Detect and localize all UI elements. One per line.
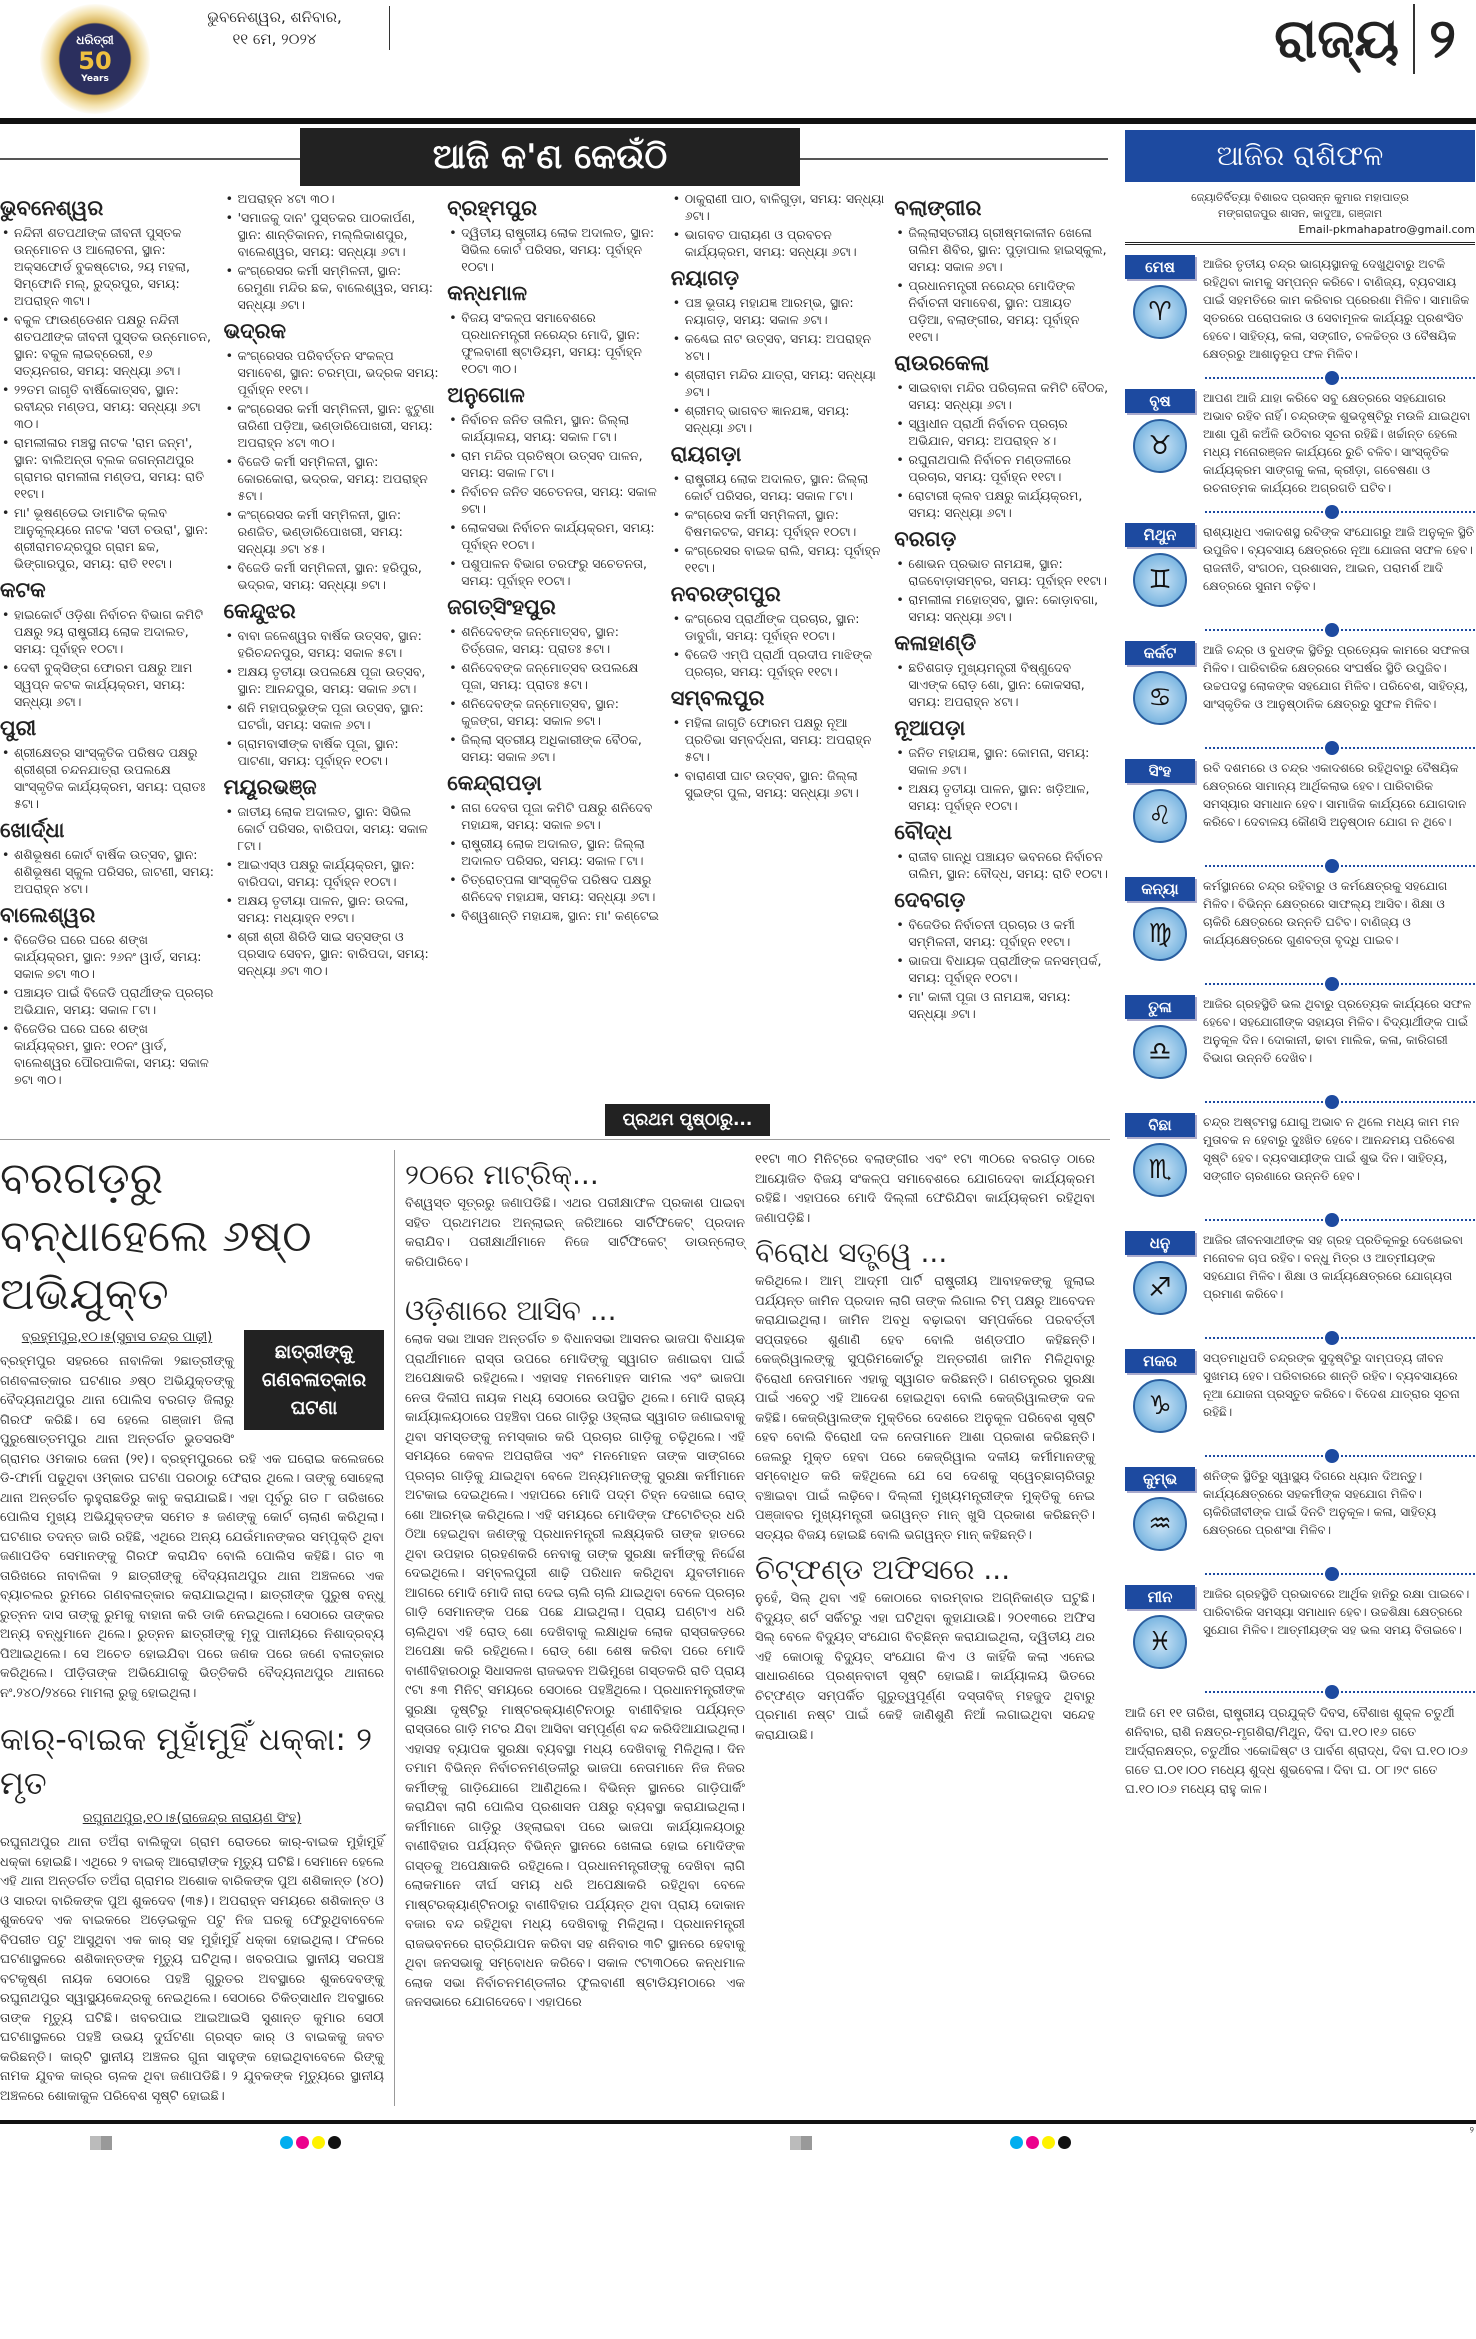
event-item: • ପଞ୍ଚାୟତ ପାଇଁ ବିଜେଡି ପ୍ରାର୍ଥୀଙ୍କ ପ୍ରଚାର ଅଭିଯାନ, ସମୟ: ସକାଳ ୮ଟା। — [0, 984, 216, 1018]
story2-body: ରଘୁନାଥପୁର ଥାନା ତଅଁରା ବାଲିକୁଦା ଗ୍ରାମ ରୋଡରେ କାର୍-ବାଇକ ମୁହାଁମୁହିଁ ଧକ୍କା ହୋଇଛି। ଏଥିରେ ୨ ବାଇକ୍ ଆରୋହୀଙ୍କ ମୃତ୍ୟୁ ଘଟିଛି। ସେମାନେ ହେଲେ ଏହି ଥାନା ଅନ୍ତର୍ଗତ ତଅଁରା ଗ୍ରାମର ଅଶୋକ ବାରିକଙ୍କ ପୁଅ ଶଶିକାନ୍ତ (୪୦) ଓ ସାରଦା ବାରିକଙ୍କ ପୁଅ ଶୁକଦେବ (୩୫)। ଅପରାହ୍ନ ସମୟରେ ଶଶିକାନ୍ତ ଓ ଶୁକଦେବ ଏକ ବାଇକରେ ଅଡ଼େଇକୁଳ ପଟୁ ନିଜ ଘରକୁ ଫେରୁଥିବାବେଳେ ବିପରୀତ ପଟୁ ଆସୁଥିବା ଏକ କାର୍ ସହ ମୁହାଁମୁହିଁ ଧକ୍କା ହୋଇଥିଲା। ଫଳରେ ଘଟଣାସ୍ଥଳରେ ଶଶିକାନ୍ତଙ୍କ ମୃତ୍ୟୁ ଘଟିଥିଲା। ଖବରପାଇ ସ୍ଥାନୀୟ ସରପଞ୍ଚ ବଟକୃଷ୍ଣ ନାୟକ ସେଠାରେ ପହଞ୍ଚି ଗୁରୁତର ଅବସ୍ଥାରେ ଶୁକଦେବଙ୍କୁ ରଘୁନାଥପୁର ସ୍ୱାସ୍ଥ୍ୟକେନ୍ଦ୍ରକୁ ନେଇଥିଲେ। ସେଠାରେ ଚିକିତ୍ସାଧୀନ ଅବସ୍ଥାରେ ତାଙ୍କ ମୃତ୍ୟୁ ଘଟିଛି। ଖବରପାଇ ଆଇଆଇସି ସୁଶାନ୍ତ କୁମାର ସେଠୀ ଘଟଣାସ୍ଥଳରେ ପହଞ୍ଚି ଉଭୟ ଦୁର୍ଘଟଣା ଗ୍ରସ୍ତ କାର୍ ଓ ବାଇକକୁ ଜବତ କରିଛନ୍ତି। କାର୍‌ଟି ସ୍ଥାନୀୟ ଅଞ୍ଚଳର ଗୁନା ସାହୁଙ୍କ ହୋଇଥିବାବେଳେ ରିଙ୍କୁ ନାମକ ଯୁବକ କାର୍‌ର ଚାଳକ ଥିବା ଜଣାପଡିଛି। ୨ ଯୁବକଙ୍କ ମୃତ୍ୟୁରେ ସ୍ଥାନୀୟ ଅଞ୍ଚଳରେ ଶୋକାକୁଳ ପରିବେଶ ସୃଷ୍ଟି ହୋଇଛି। — [0, 1835, 384, 2104]
gray-swatch — [790, 2136, 812, 2150]
events-column — [671, 190, 887, 803]
event-item: • ଶ୍ରୀ ଶ୍ରୀ ଶିରିଡି ସାଇ ସତ୍ସଙ୍ଗ ଓ ପ୍ରସାଦ ସେବନ, ସ୍ଥାନ: ବାରିପଦା, ସମୟ: ସନ୍ଧ୍ୟା ୬ଟା ୩୦। — [224, 928, 440, 979]
event-list — [447, 799, 663, 924]
event-item: • କଂଗ୍ରେସର କର୍ମୀ ସମ୍ମିଳନୀ, ସ୍ଥାନ: ରେମୁଣା ମନ୍ଦିର ଛକ, ବାଲେଶ୍ୱର, ସମୟ: ସନ୍ଧ୍ୟା ୬ଟା। — [224, 262, 440, 313]
event-item: • ରୋଟାରୀ କ୍ଲବ ପକ୍ଷରୁ କାର୍ଯ୍ୟକ୍ରମ, ସମୟ: ସନ୍ଧ୍ୟା ୬ଟା। — [894, 487, 1110, 521]
sign-prediction: ସପ୍ତମାଧିପତି ଚନ୍ଦ୍ରଙ୍କ ସୁଦୃଷ୍ଟିରୁ ଦାମ୍ପତ୍ୟ ଜୀବନ ସୁଖମୟ ହେବ। ପରିବାରରେ ଶାନ୍ତି ରହିବ। ବ୍ୟବସାୟରେ ନୂଆ ଯୋଜନା ପ୍ରସ୍ତୁତ କରିବେ। ବିଦେଶ ଯାତ୍ରାର ସୂଚନା ରହିଛି। — [1203, 1351, 1460, 1419]
page-content — [0, 190, 1476, 2106]
color-registration — [280, 2136, 341, 2149]
event-item: • ପଶୁପାଳନ ବିଭାଗ ତରଫରୁ ସଚେତନତା, ସମୟ: ପୂର୍ବାହ୍ନ ୧୦ଟା। — [447, 555, 663, 589]
archer-icon: ♐ — [1133, 1261, 1187, 1315]
page-footer — [0, 2120, 1476, 2160]
color-dot — [296, 2136, 309, 2149]
event-item: • ଶନିଦେବଙ୍କ ଜନ୍ମୋତ୍ସବ, ସ୍ଥାନ: ତିର୍ତ୍ତୋଳ, ସମୟ: ପ୍ରାତଃ ୫ଟା। — [447, 623, 663, 657]
event-list — [447, 411, 663, 589]
divider — [1205, 511, 1475, 513]
story1-kicker-box — [244, 1330, 384, 1430]
event-item: • ବାରାଣସୀ ଘାଟ ଉତ୍ସବ, ସ୍ଥାନ: ଜିଲ୍ଲା ସୁଇଙ୍ଗ ପୁଲ, ସମୟ: ସନ୍ଧ୍ୟା ୬ଟା। — [671, 767, 887, 801]
color-dot — [1010, 2136, 1023, 2149]
city-heading: ବରଗଡ଼ — [894, 527, 957, 551]
goat-icon: ♑ — [1133, 1379, 1187, 1433]
event-item: • ବିଜେଡିର ନିର୍ବାଚନୀ ପ୍ରଚାର ଓ କର୍ମୀ ସମ୍ମିଳନୀ, ସମୟ: ପୂର୍ବାହ୍ନ ୧୧ଟା। — [894, 916, 1110, 950]
event-item: • 'ସମାଜକୁ ଦାନ' ପୁସ୍ତକର ପାଠକାର୍ପଣ, ସ୍ଥାନ: ଶାନ୍ତିକାନନ, ମଲ୍ଲିକାଶପୁର, ବାଲେଶ୍ୱର, ସମୟ: ସନ୍ଧ୍ୟା ୬ଟା। — [224, 209, 440, 260]
event-list — [0, 846, 216, 897]
event-item: • କଂଗ୍ରେସର କର୍ମୀ ସମ୍ମିଳନୀ, ସ୍ଥାନ: ଝୁଟୁଣା ତାରିଣୀ ପଡ଼ିଆ, ଭଣ୍ଡାରିପୋଖରୀ, ସମୟ: ଅପରାହ୍ନ ୪ଟା ୩୦। — [224, 400, 440, 451]
horoscope-fish — [1125, 1585, 1475, 1683]
newspaper-logo — [40, 4, 150, 114]
protest-head: ବିରୋଧ ସତ୍ତ୍ୱେ ... — [755, 1236, 948, 1269]
sign-name: ତୁଳା — [1125, 995, 1195, 1019]
city-heading: ରାଉରକେଲା — [894, 351, 990, 375]
sign-prediction: ଚନ୍ଦ୍ର ଅଷ୍ଟମସ୍ଥ ଯୋଗୁ ଅଭାବ ନ ଥିଲେ ମଧ୍ୟ କାମ ମନ ମୁତାବକ ନ ହେବାରୁ ଦୁଃଖିତ ହେବେ। ଆନନ୍ଦମୟ ପରିବେଶ ସୃଷ୍ଟି ହେବ। ବ୍ୟବସାୟୀଙ୍କ ପାଇଁ ଶୁଭ ଦିନ। ସାହିତ୍ୟ, ସଙ୍ଗୀତ ଚାରଣାରେ ଉନ୍ନତି ହେବ। — [1203, 1115, 1460, 1183]
event-list — [894, 744, 1110, 814]
dateline-place-day: ଭୁବନେଶ୍ୱର, ଶନିବାର, — [207, 8, 342, 26]
event-list — [0, 606, 216, 710]
event-item: • ସ୍ୱାଧୀନ ପ୍ରାର୍ଥୀ ନିର୍ବାଚନ ପ୍ରଚାର ଅଭିଯାନ, ସମୟ: ଅପରାହ୍ନ ୪। — [894, 415, 1110, 449]
event-item: • ପ୍ରଧାନମନ୍ତ୍ରୀ ନରେନ୍ଦ୍ର ମୋଦିଙ୍କ ନିର୍ବାଚନୀ ସମାବେଶ, ସ୍ଥାନ: ପଞ୍ଚାୟତ ପଡ଼ିଆ, ବଲାଙ୍ଗୀର, ସମୟ: ପୂର୍ବାହ୍ନ ୧୧ଟା। — [894, 277, 1110, 345]
horoscope-bull — [1125, 389, 1475, 503]
event-item: • ଆଇଏସ୍‌ଓ ପକ୍ଷରୁ କାର୍ଯ୍ୟକ୍ରମ, ସ୍ଥାନ: ବାରିପଦା, ସମୟ: ପୂର୍ବାହ୍ନ ୧୦ଟା। — [224, 856, 440, 890]
city-heading: ଜଗତ୍‌ସିଂହପୁର — [447, 595, 556, 619]
event-item: • ଲୋକସଭା ନିର୍ବାଚନ କାର୍ଯ୍ୟକ୍ରମ, ସମୟ: ପୂର୍ବାହ୍ନ ୧୦ଟା। — [447, 519, 663, 553]
event-item: • ଜାତୀୟ ଲୋକ ଅଦାଲତ, ସ୍ଥାନ: ସିଭିଲ କୋର୍ଟ ପରିସର, ବାରିପଦା, ସମୟ: ସକାଳ ୮ଟା। — [224, 803, 440, 854]
event-item: • ବିଶ୍ୱଶାନ୍ତି ମହାଯଜ୍ଞ, ସ୍ଥାନ: ମା' କଣ୍ଟେଇ — [447, 907, 663, 924]
matric-body: ବିଶ୍ୱସ୍ତ ସୂତ୍ରରୁ ଜଣାପଡିଛି। ଏଥର ପରୀକ୍ଷାଫଳ ପ୍ରକାଶ ପାଇବା ସହିତ ପ୍ରଥମଥର ଅନ୍‌ଲାଇନ୍ ଜରିଆରେ ସାର୍ଟିଫିକେଟ୍ ପ୍ରଦାନ କରାଯିବ। ପରୀକ୍ଷାର୍ଥୀମାନେ ନିଜେ ସାର୍ଟିଫିକେଟ୍ ଡାଉନ୍‌ଲୋଡ୍ କରିପାରିବେ। — [405, 1196, 745, 1270]
section-name: ରାଜ୍ୟ — [1274, 7, 1400, 70]
kicker-line: ଗଣବଳାତ୍କାର — [261, 1369, 367, 1391]
color-dot — [1042, 2136, 1055, 2149]
event-item: • ଶଶିଭୂଷଣ କୋର୍ଟ ବାର୍ଷିକ ଉତ୍ସବ, ସ୍ଥାନ: ଶଶିଭୂଷଣ ସ୍କୁଲ ପରିସର, ଜାଟଣୀ, ସମୟ: ଅପରାହ୍ନ ୪ଟା। — [0, 846, 216, 897]
event-item: • ଦ୍ୱିତୀୟ ରାଷ୍ଟ୍ରୀୟ ଲୋକ ଅଦାଲତ, ସ୍ଥାନ: ସିଭିଲ କୋର୍ଟ ପରିସର, ସମୟ: ପୂର୍ବାହ୍ନ ୧୦ଟା। — [447, 224, 663, 275]
event-item: • ବିଜେଡିର ଘରେ ଘରେ ଶଙ୍ଖ କାର୍ଯ୍ୟକ୍ରମ, ସ୍ଥାନ: ୧୦ନଂ ୱାର୍ଡ, ବାଲେଶ୍ୱର ପୌରପାଳିକା, ସମୟ: ସକାଳ ୭ଟା ୩୦। — [0, 1020, 216, 1088]
event-item: • ବାବା ଜଳେଶ୍ୱର ବାର୍ଷିକ ଉତ୍ସବ, ସ୍ଥାନ: ହରିଚନ୍ଦନପୁର, ସମୟ: ସକାଳ ୫ଟା। — [224, 627, 440, 661]
divider — [1205, 865, 1475, 867]
event-item: • ଶନିଦେବଙ୍କ ଜନ୍ମୋତ୍ସବ, ସ୍ଥାନ: କୁଜଙ୍ଗ, ସମୟ: ସକାଳ ୭ଟା। — [447, 695, 663, 729]
city-heading: ବୌଦ୍ଧ — [894, 820, 953, 844]
event-item: • ଗ୍ରାମବାସୀଙ୍କ ବାର୍ଷିକ ପୂଜା, ସ୍ଥାନ: ପାଟଣା, ସମୟ: ପୂର୍ବାହ୍ନ ୧୦ଟା। — [224, 735, 440, 769]
event-item: • ବିଜୟ ସଂକଳ୍ପ ସମାବେଶରେ ପ୍ରଧାନମନ୍ତ୍ରୀ ନରେନ୍ଦ୍ର ମୋଦି, ସ୍ଥାନ: ଫୁଲବାଣୀ ଷ୍ଟାଡିୟମ, ସମୟ: ପୂର୍ବାହ୍ନ ୧୦ଟା ୩୦। — [447, 309, 663, 377]
divider — [1205, 1573, 1475, 1575]
event-list — [894, 848, 1110, 882]
horoscope-sidebar — [1125, 190, 1475, 1798]
sign-name: କନ୍ୟା — [1125, 877, 1195, 901]
sign-name: ବୃଷ — [1125, 389, 1195, 413]
city-heading: ବାଲେଶ୍ୱର — [0, 903, 96, 927]
event-item: • ଶ୍ରୀକ୍ଷେତ୍ର ସାଂସ୍କୃତିକ ପରିଷଦ ପକ୍ଷରୁ ଶ୍ରୀଶ୍ରୀ ଚନ୍ଦନଯାତ୍ରା ଉପଲକ୍ଷେ ସାଂସ୍କୃତିକ କାର୍ଯ୍ୟକ୍ରମ, ସମୟ: ପ୍ରାତଃ ୫ଟା। — [0, 744, 216, 812]
event-item: • ଜନିତ ମହାଯଜ୍ଞ, ସ୍ଥାନ: କୋମନା, ସମୟ: ସକାଳ ୬ଟା। — [894, 744, 1110, 778]
event-item: • କଣ୍ଢେଇ ନାଟ ଉତ୍ସବ, ସମୟ: ଅପରାହ୍ନ ୪ଟା। — [671, 330, 887, 364]
city-heading: ଭୁବନେଶ୍ୱର — [0, 196, 104, 220]
sign-name: ଧନୁ — [1125, 1231, 1195, 1255]
divider — [1205, 1337, 1475, 1339]
color-dot — [1026, 2136, 1039, 2149]
bottom-rule — [0, 2120, 1476, 2124]
odisha-body: ଲୋକ ସଭା ଆସନ ଅନ୍ତର୍ଗତ ୭ ବିଧାନସଭା ଆସନର ଭାଜପା ବିଧାୟକ ପ୍ରାର୍ଥୀମାନେ ରାସ୍ତା ଉପରେ ମୋଦିଙ୍କୁ ସ୍ୱାଗତ ଜଣାଇବା ପାଇଁ ଅପେକ୍ଷାକରି ରହିଥିଲେ। ଏହାସହ ମନମୋହନ ସାମଲ ଏବଂ ଭାଜପା ନେତା ଦିଲୀପ ନାୟକ ମଧ୍ୟ ସେଠାରେ ଉପସ୍ଥିତ ଥିଲେ। ମୋଦି ରାଜ୍ୟ କାର୍ଯ୍ୟାଳୟଠାରେ ପହଞ୍ଚିବା ପରେ ଗାଡ଼ିରୁ ଓହ୍ଲାଇ ସ୍ୱାଗତ ଜଣାଇବାକୁ ଥିବା ସମସ୍ତଙ୍କୁ ନମସ୍କାର କରି ପ୍ରଚାର ଗାଡ଼ିକୁ ଚଢ଼ିଥିଲେ। ଏହି ସମୟରେ କେବଳ ଅପରାଜିତା ଏବଂ ମନମୋହନ ତାଙ୍କ ସାଙ୍ଗରେ ପ୍ରଚାର ଗାଡ଼ିକୁ ଯାଇଥିବା ବେଳେ ଅନ୍ୟମାନଙ୍କୁ ସୁରକ୍ଷା କର୍ମୀମାନେ ଅଟକାଇ ଦେଇଥିଲେ। ଏହାପରେ ମୋଦି ପଦ୍ମ ଚିହ୍ନ ଦେଖାଇ ରୋଡ୍ ଶୋ ଆରମ୍ଭ କରିଥିଲେ। ଏହି ସମୟରେ ମୋଦିଙ୍କ ଫଟୋଚିତ୍ର ଧରି ଠିଆ ହେଇଥିବା ଜଣଙ୍କୁ ପ୍ରଧାନମନ୍ତ୍ରୀ ଲକ୍ଷ୍ୟକରି ତାଙ୍କ ହାତରେ ଥିବା ଉପହାର ଗ୍ରହଣକରି ନେବାକୁ ତାଙ୍କ ସୁରକ୍ଷା କର୍ମୀଙ୍କୁ ନିର୍ଦ୍ଦେଶ ଦେଇଥିଲେ। ସମ୍ବଲପୁରୀ ଶାଢ଼ି ପରିଧାନ କରିଥିବା ଯୁବତୀମାନେ ଆଗରେ ମୋଦି ମୋଦି ନାରା ଦେଇ ଚାଲି ଚାଲି ଯାଇଥିବା ବେଳେ ପ୍ରଚାର ଗାଡ଼ି ସେମାନଙ୍କ ପଛେ ପଛେ ଯାଇଥିଲା। ପ୍ରାୟ ଘଣ୍ଟାଏ ଧରି ଚାଲିଥିବା ଏହି ରୋଡ୍ ଶୋ ଦେଖିବାକୁ ଲକ୍ଷାଧିକ ଲୋକ ରାସ୍ତାକଡ଼ରେ ଅପେକ୍ଷା କରି ରହିଥିଲେ। ରୋଡ୍ ଶୋ ଶେଷ କରିବା ପରେ ମୋଦି ବାଣୀବିହାରଠାରୁ ସିଧାସଳଖ ରାଜଭବନ ଅଭିମୁଖେ ଗସ୍ତକରି ରାତି ପ୍ରାୟ ୯ଟା ୫୩ ମିନିଟ୍ ସମୟରେ ସେଠାରେ ପହଞ୍ଚିଥିଲେ। ପ୍ରଧାନମନ୍ତ୍ରୀଙ୍କ ସୁରକ୍ଷା ଦୃଷ୍ଟିରୁ ମାଷ୍ଟରକ୍ୟାଣ୍ଟିନଠାରୁ ବାଣୀବିହାର ପର୍ଯ୍ୟନ୍ତ ରାସ୍ତାରେ ଗାଡ଼ି ମଟର ଯିବା ଆସିବା ସମ୍ପୂର୍ଣ୍ଣ ବନ୍ଦ କରିଦିଆଯାଇଥିଲା। ଏହାସହ ବ୍ୟାପକ ସୁରକ୍ଷା ବ୍ୟବସ୍ଥା ମଧ୍ୟ ଦେଖିବାକୁ ମିଳିଥିଲା। ଦିନ ତମାମ ବିଭିନ୍ନ ନିର୍ବାଚନମଣ୍ଡଳୀରୁ ଭାଜପା ନେତାମାନେ ନିଜ ନିଜର କର୍ମୀଙ୍କୁ ଗାଡ଼ିଯୋଗେ ଆଣିଥିଲେ। ବିଭିନ୍ନ ସ୍ଥାନରେ ଗାଡ଼ିପାର୍କିଂ କରାଯିବା ଲାଗି ପୋଲିସ ପ୍ରଶାସନ ପକ୍ଷରୁ ବ୍ୟବସ୍ଥା କରାଯାଇଥିଲା। କର୍ମୀମାନେ ଗାଡ଼ିରୁ ଓହ୍ଲାଇବା ପରେ ଭାଜପା କାର୍ଯ୍ୟାଳୟଠାରୁ ବାଣୀବିହାର ପର୍ଯ୍ୟନ୍ତ ବିଭିନ୍ନ ସ୍ଥାନରେ ଖେଳାଇ ହୋଇ ମୋଦିଙ୍କ ଗସ୍ତକୁ ଅପେକ୍ଷାକରି ରହିଥିଲେ। ପ୍ରଧାନମନ୍ତ୍ରୀଙ୍କୁ ଦେଖିବା ଲାଗି ଲୋକମାନେ ଦୀର୍ଘ ସମୟ ଧରି ଅପେକ୍ଷାକରି ରହିଥିବା ବେଳେ ମାଷ୍ଟରକ୍ୟାଣ୍ଟିନଠାରୁ ବାଣୀବିହାର ପର୍ଯ୍ୟନ୍ତ ଥିବା ପ୍ରାୟ ଦୋକାନ ବଜାର ବନ୍ଦ ରହିଥିବା ମଧ୍ୟ ଦେଖିବାକୁ ମିଳିଥିଲା। ପ୍ରଧାନମନ୍ତ୍ରୀ ରାଜଭବନରେ ରାତ୍ରିଯାପନ କରିବା ସହ ଶନିବାର ୩ଟି ସ୍ଥାନରେ ହେବାକୁ ଥିବା ଜନସଭାକୁ ସମ୍ବୋଧନ କରିବେ। ସକାଳ ୯ଟା୩୦ରେ କନ୍ଧମାଳ ଲୋକ ସଭା ନିର୍ବାଚନମଣ୍ଡଳୀର ଫୁଲବାଣୀ ଷ୍ଟାଡିୟମଠାରେ ଏକ ଜନସଭାରେ ଯୋଗଦେବେ। ଏହାପରେ — [405, 1332, 745, 2010]
horoscope-twins — [1125, 523, 1475, 621]
event-item: • କଂଗ୍ରେସ କର୍ମୀ ସମ୍ମିଳନୀ, ସ୍ଥାନ: ବିଷମକଟକ, ସମୟ: ପୂର୍ବାହ୍ନ ୧୦ଟା। — [671, 506, 887, 540]
event-list — [894, 555, 1110, 625]
color-dot — [1058, 2136, 1071, 2149]
author-email: Email-pkmahapatro@gmail.com — [1298, 223, 1475, 236]
sign-name: କୁମ୍ଭ — [1125, 1467, 1195, 1491]
event-item: • ମା' ଭୂଷଣ୍ଡେଇ ଡାମାଟିକ କ୍ଲବ ଆନୁକୂଲ୍ୟରେ ନାଟକ 'ସତୀ ଚଉରା', ସ୍ଥାନ: ଶ୍ରୀରାମଚନ୍ଦ୍ରପୁର ଗ୍ରାମ ଛକ, ଭିଙ୍ଗାରପୁର, ସମୟ: ରାତି ୧୧ଟା। — [0, 504, 216, 572]
logo-years: 50 — [78, 47, 112, 75]
protest-body: କରିଥିଲେ। ଆମ୍ ଆଦ୍‌ମୀ ପାର୍ଟି ରାଷ୍ଟ୍ରୀୟ ଆବାହକଙ୍କୁ ଜୁଲାଇ ପର୍ଯ୍ୟନ୍ତ ଜାମିନ ପ୍ରଦାନ ଲାଗି ତାଙ୍କ ଲିଗାଲ ଟିମ୍ ପକ୍ଷରୁ ଆବେଦନ କରାଯାଇଥିଲା। ଜାମିନ ଅବଧି ବଢ଼ାଇବା ସମ୍ପର୍କରେ ପରବର୍ତ୍ତୀ ସପ୍ତାହରେ ଶୁଣାଣି ହେବ ବୋଲି ଖଣ୍ଡପୀଠ କହିଛନ୍ତି। କେଜ୍‌ରିୱାଲଙ୍କୁ ସୁପ୍ରିମକୋର୍ଟରୁ ଅନ୍ତରୀଣ ଜାମିନ ମିଳିଥିବାରୁ ବିରୋଧୀ ନେତାମାନେ ଏହାକୁ ସ୍ୱାଗତ କରିଛନ୍ତି। ଗଣତନ୍ତ୍ରର ସୁରକ୍ଷା ପାଇଁ ଏବେଠୁ ଏହି ଆଦେଶ ହୋଇଥିବା ବୋଲି କେଜ୍‌ରିୱାଲଙ୍କ ଦଳ କହିଛି। କେଜ୍‌ରିୱାଲଙ୍କ ମୁକ୍ତିରେ ଦେଶରେ ଅନୁକୂଳ ପରିବେଶ ସୃଷ୍ଟି ହେବ ବୋଲି ବିରୋଧୀ ଦଳ ନେତାମାନେ ଆଶା ପ୍ରକାଶ କରିଛନ୍ତି। ଜେଲରୁ ମୁକ୍ତ ହେବା ପରେ କେଜ୍‌ରିୱାଲ ଦଳୀୟ କର୍ମୀମାନଙ୍କୁ ସମ୍ବୋଧିତ କରି କହିଥିଲେ ଯେ ସେ ଦେଶକୁ ସ୍ୱେଚ୍ଛାଚାରିତାରୁ ବଞ୍ଚାଇବା ପାଇଁ ଲଢ଼ିବେ। ଦିଲ୍ଲୀ ମୁଖ୍ୟମନ୍ତ୍ରୀଙ୍କ ମୁକ୍ତିକୁ ନେଇ ପଞ୍ଜାବର ମୁଖ୍ୟମନ୍ତ୍ରୀ ଭଗୱନ୍ତ ମାନ୍ ଖୁସି ପ୍ରକାଶ କରିଛନ୍ତି। ସତ୍ୟର ବିଜୟ ହୋଇଛି ବୋଲି ଭଗୱନ୍ତ ମାନ୍ କହିଛନ୍ତି। — [755, 1274, 1095, 1543]
horoscope-archer — [1125, 1231, 1475, 1329]
event-item: • ମା' କାଳୀ ପୂଜା ଓ ନାମଯଜ୍ଞ, ସମୟ: ସନ୍ଧ୍ୟା ୬ଟା। — [894, 988, 1110, 1022]
odisha-head: ଓଡ଼ିଶାରେ ଆସିବ ... — [405, 1294, 617, 1327]
event-item: • ଶୋଭନ ପ୍ରଭାତ ନାମଯଜ୍ଞ, ସ୍ଥାନ: ରାଜବୋଡ଼ାସମ୍ବର, ସମୟ: ପୂର୍ବାହ୍ନ ୧୧ଟା। — [894, 555, 1110, 589]
event-item: • ଛତିଶଗଡ଼ ମୁଖ୍ୟମନ୍ତ୍ରୀ ବିଷ୍ଣୁଦେବ ସାଏଙ୍କ ରୋଡ଼ ଶୋ, ସ୍ଥାନ: କୋକସରା, ସମୟ: ଅପରାହ୍ନ ୪ଟା। — [894, 659, 1110, 710]
sign-name: ମିଥୁନ — [1125, 523, 1195, 547]
event-item: • ଭାଜପା ବିଧାୟକ ପ୍ରାର୍ଥୀଙ୍କ ଜନସମ୍ପର୍କ, ସମୟ: ପୂର୍ବାହ୍ନ ୧୦ଟା। — [894, 952, 1110, 986]
event-item: • ରାମଲୀଳାର ମଞ୍ଚସ୍ଥ ନାଟକ 'ରାମ ଜନ୍ମ', ସ୍ଥାନ: ବାଲିଅନ୍ତା ବ୍ଲକ ଜଗନ୍ନାଥପୁର ଗ୍ରାମର ରାମଲୀଳା ମଣ୍ଡପ, ସମୟ: ରାତି ୧୧ଟା। — [0, 434, 216, 502]
event-item: • ମହିଳା ଜାଗୃତି ଫୋରମ ପକ୍ଷରୁ ନୂଆ ପ୍ରତିଭା ସମ୍ବର୍ଦ୍ଧନା, ସମୟ: ଅପରାହ୍ନ ୫ଟା। — [671, 714, 887, 765]
event-list — [224, 627, 440, 769]
sign-prediction: ଆଜିର ଗ୍ରହସ୍ଥିତି ପ୍ରଭାବରେ ଆର୍ଥିକ ହାନିରୁ ରକ୍ଷା ପାଇବେ। ପାରିବାରିକ ସମସ୍ୟା ସମାଧାନ ହେବ। ଉଚ୍ଚଶିକ୍ଷା କ୍ଷେତ୍ରରେ ସୁଯୋଗ ମିଳିବ। ଆତ୍ମୀୟଙ୍କ ସହ ଭଲ ସମୟ ବିତାଇବେ। — [1203, 1587, 1470, 1637]
event-list — [671, 470, 887, 576]
event-item: • ପଞ୍ଚ ଭୂତାୟ ମହାଯଜ୍ଞ ଆରମ୍ଭ, ସ୍ଥାନ: ନୟାଗଡ଼, ସମୟ: ସକାଳ ୬ଟା। — [671, 294, 887, 328]
bull-icon: ♉ — [1133, 419, 1187, 473]
event-item: • ରାଷ୍ଟ୍ରୀୟ ଲୋକ ଅଦାଲତ, ସ୍ଥାନ: ଜିଲ୍ଲା କୋର୍ଟ ପରିସର, ସମୟ: ସକାଳ ୮ଟା। — [671, 470, 887, 504]
sign-prediction: ଆପଣ ଆଜି ଯାହା କରିବେ ସବୁ କ୍ଷେତ୍ରରେ ସହଯୋଗର ଅଭାବ ରହିବ ନାହିଁ। ଚନ୍ଦ୍ରଙ୍କ ଶୁଭଦୃଷ୍ଟିରୁ ମଉଳି ଯାଇଥିବା ଆଶା ପୁଣି କଅଁଳି ଉଠିବାର ସୂଚନା ରହିଛି। ଖର୍ଚ୍ଚାନ୍ତ ହେଲେ ମଧ୍ୟ ମନୋରଞ୍ଜନ କାର୍ଯ୍ୟରେ ରୁଚି ବଳିବ। ସାଂସ୍କୃତିକ କାର୍ଯ୍ୟକ୍ରମ ସାଙ୍ଗକୁ କଳା, କ୍ରୀଡ଼ା, ଗବେଷଣା ଓ ରଚନାତ୍ମକ କାର୍ଯ୍ୟରେ ଅଗ୍ରଗତି ଘଟିବ। — [1203, 391, 1471, 495]
event-item: • ନିର୍ବାଚନ ଜନିତ ତାଲିମ, ସ୍ଥାନ: ଜିଲ୍ଲା କାର୍ଯ୍ୟାଳୟ, ସମୟ: ସକାଳ ୮ଟା। — [447, 411, 663, 445]
event-item: • ବିଜେଡି କର୍ମୀ ସମ୍ମିଳନୀ, ସ୍ଥାନ: ହରିପୁର, ଭଦ୍ରକ, ସମୟ: ସନ୍ଧ୍ୟା ୭ଟା। — [224, 559, 440, 593]
city-heading: ଦେବଗଡ଼ — [894, 888, 966, 912]
event-item: • ଜିଲ୍ଲା ସ୍ତରୀୟ ଅଧିକାରୀଙ୍କ ବୈଠକ, ସମୟ: ସକାଳ ୬ଟା। — [447, 731, 663, 765]
event-item: • ରାଜୀବ ଗାନ୍ଧି ପଞ୍ଚାୟତ ଭବନରେ ନିର୍ବାଚନ ତାଲିମ, ସ୍ଥାନ: ବୌଦ୍ଧ, ସମୟ: ରାତି ୧୦ଟା। — [894, 848, 1110, 882]
city-heading: ନୂଆପଡ଼ା — [894, 716, 966, 740]
event-item: • ବିଜେଡିର ଘରେ ଘରେ ଶଙ୍ଖ କାର୍ଯ୍ୟକ୍ରମ, ସ୍ଥାନ: ୨୬ନଂ ୱାର୍ଡ, ସମୟ: ସକାଳ ୭ଟା ୩୦। — [0, 931, 216, 982]
water-bearer-icon: ♒ — [1133, 1497, 1187, 1551]
event-list — [224, 347, 440, 593]
city-heading: କେନ୍ଦ୍ରାପଡ଼ା — [447, 771, 542, 795]
events-column — [0, 190, 216, 1090]
city-heading: ଖୋର୍ଦ୍ଧା — [0, 818, 65, 842]
divider — [1205, 1219, 1475, 1221]
city-heading: କଟକ — [0, 578, 46, 602]
event-item: • ୨୨ତମ ଜାଗୃତି ବାର୍ଷିକୋତ୍ସବ, ସ୍ଥାନ: ରବୀନ୍ଦ୍ର ମଣ୍ଡପ, ସମୟ: ସନ୍ଧ୍ୟା ୬ଟା ୩୦। — [0, 381, 216, 432]
event-item: • ନିର୍ବାଚନ ଜନିତ ସଚେତନତା, ସମୟ: ସକାଳ ୭ଟା। — [447, 483, 663, 517]
event-item: • ରାମ ମନ୍ଦିର ପ୍ରତିଷ୍ଠା ଉତ୍ସବ ପାଳନ, ସମୟ: ସକାଳ ୮ଟା। — [447, 447, 663, 481]
event-item: • ଚିତ୍ରୋତ୍ପଳା ସାଂସ୍କୃତିକ ପରିଷଦ ପକ୍ଷରୁ ଶନିଦେବ ମହାଯଜ୍ଞ, ସମୟ: ସନ୍ଧ୍ୟା ୬ଟା। — [447, 871, 663, 905]
sign-name: ବିଛା — [1125, 1113, 1195, 1137]
events-column — [224, 190, 440, 981]
event-list — [0, 931, 216, 1088]
horoscope-scales — [1125, 995, 1475, 1093]
crab-icon: ♋ — [1133, 671, 1187, 725]
dateline — [160, 6, 390, 50]
color-dot — [328, 2136, 341, 2149]
city-heading: ନବରଙ୍ଗପୁର — [670, 582, 781, 606]
event-item: • ବିଜେଡି କର୍ମୀ ସମ୍ମିଳନୀ, ସ୍ଥାନ: କୋରକୋରା, ଭଦ୍ରକ, ସମୟ: ଅପରାହ୍ନ ୫ଟା। — [224, 453, 440, 504]
city-heading: ନୟାଗଡ଼ — [670, 266, 740, 290]
scales-icon: ♎ — [1133, 1025, 1187, 1079]
author-address: ମଙ୍ଗରାଜପୁର ଶାସନ, କାଦୁଆ, ଗଞ୍ଜାମ — [1217, 207, 1383, 220]
horoscope-ram — [1125, 255, 1475, 369]
horoscope-lion — [1125, 759, 1475, 857]
event-item: • କଂଗ୍ରେସର କର୍ମୀ ସମ୍ମିଳନୀ, ସ୍ଥାନ: ରଣଜିତ, ଭଣ୍ଡାରିପୋଖରୀ, ସମୟ: ସନ୍ଧ୍ୟା ୬ଟା ୪୫। — [224, 506, 440, 557]
event-item: • ଶ୍ରୀମଦ୍ ଭାଗବତ ଜ୍ଞାନଯଜ୍ଞ, ସମୟ: ସନ୍ଧ୍ୟା ୬ଟା। — [671, 402, 887, 436]
ram-icon: ♈ — [1133, 285, 1187, 339]
continued-stories-middle — [405, 1150, 745, 2013]
event-list — [671, 714, 887, 801]
sign-prediction: ରବି ଦଶମରେ ଓ ଚନ୍ଦ୍ର ଏକାଦଶରେ ରହିଥିବାରୁ ବୈଷୟିକ କ୍ଷେତ୍ରରେ ସାମାନ୍ୟ ଆର୍ଥିକଲାଭ ହେବ। ପାରିବାରିକ ସମସ୍ୟାର ସମାଧାନ ହେବ। ସାମାଜିକ କାର୍ଯ୍ୟରେ ଯୋଗଦାନ କରିବେ। ଦେବାଳୟ କୌଣସି ଅନୁଷ୍ଠାନ ଯୋଗ ନ ଥିବେ। — [1203, 761, 1467, 829]
city-heading: ବଲାଙ୍ଗୀର — [894, 196, 982, 220]
sign-name: ମକର — [1125, 1349, 1195, 1373]
sign-name: ମେଷ — [1125, 255, 1195, 279]
city-heading: କଳାହାଣ୍ଡି — [894, 631, 977, 655]
event-item: • ଅକ୍ଷୟ ତୃତୀୟା ଉପଲକ୍ଷେ ପୂଜା ଉତ୍ସବ, ସ୍ଥାନ: ଆନନ୍ଦପୁର, ସମୟ: ସକାଳ ୬ଟା। — [224, 663, 440, 697]
sign-prediction: ଶନିଙ୍କ ସ୍ଥିତିରୁ ସ୍ୱାସ୍ଥ୍ୟ ଦିଗରେ ଧ୍ୟାନ ଦିଅନ୍ତୁ। କାର୍ଯ୍ୟକ୍ଷେତ୍ରରେ ସହକର୍ମୀଙ୍କ ସହଯୋଗ ମିଳିବ। ଚାକିରିଜୀବୀଙ୍କ ପାଇଁ ଦିନଟି ଅନୁକୂଳ। କଳା, ସାହିତ୍ୟ କ୍ଷେତ୍ରରେ ପ୍ରଶଂସା ମିଳିବ। — [1203, 1469, 1437, 1537]
event-list — [671, 190, 887, 260]
first-page-badge: ପ୍ରଥମ ପୃଷ୍ଠାରୁ... — [605, 1104, 770, 1136]
sign-prediction: ଆଜିର ଗ୍ରହସ୍ଥିତି ଭଲ ଥିବାରୁ ପ୍ରତ୍ୟେକ କାର୍ଯ୍ୟରେ ସଫଳ ହେବେ। ସହଯୋଗୀଙ୍କ ସହାୟତା ମିଳିବ। ବିଦ୍ୟାର୍ଥୀଙ୍କ ପାଇଁ ଅନୁକୂଳ ଦିନ। ଦୋକାନୀ, ଢାବା ମାଲିକ, କଳା, କାରିଗରୀ ବିଭାଗ ଉନ୍ନତି ଦେଖିବ। — [1203, 997, 1472, 1065]
event-item: • ଶନି ମହାପ୍ରଭୁଙ୍କ ପୂଜା ଉତ୍ସବ, ସ୍ଥାନ: ଘଟଗାଁ, ସମୟ: ସକାଳ ୬ଟା। — [224, 699, 440, 733]
city-heading: ରାୟଗଡ଼ା — [670, 442, 742, 466]
story2-headline: କାର୍-ବାଇକ ମୁହାଁମୁହିଁ ଧକ୍କା: ୨ ମୃତ — [0, 1720, 373, 1802]
city-heading: ବ୍ରହ୍ମପୁର — [447, 196, 538, 220]
page-number: ୨ — [1413, 4, 1456, 74]
event-item: • କଂଗ୍ରେସର ପରିବର୍ତ୍ତନ ସଂକଳ୍ପ ସମାବେଶ, ସ୍ଥାନ: ଚରମ୍ପା, ଭଦ୍ରକ ସମୟ: ପୂର୍ବାହ୍ନ ୧୧ଟା। — [224, 347, 440, 398]
events-column — [447, 190, 663, 926]
event-list — [0, 224, 216, 572]
event-item: • ଭାଗବତ ପାରାୟଣ ଓ ପ୍ରବଚନ କାର୍ଯ୍ୟକ୍ରମ, ସମୟ: ସନ୍ଧ୍ୟା ୬ଟା। — [671, 226, 887, 260]
city-heading: ସମ୍ବଲପୁର — [670, 686, 765, 710]
event-item: • ରାଷ୍ଟ୍ରୀୟ ଲୋକ ଅଦାଲତ, ସ୍ଥାନ: ଜିଲ୍ଲା ଅଦାଲତ ପରିସର, ସମୟ: ସକାଳ ୮ଟା। — [447, 835, 663, 869]
event-list — [894, 916, 1110, 1022]
sign-prediction: ଆଜିର ତୃତୀୟ ଚନ୍ଦ୍ର ଭାଗ୍ୟସ୍ଥାନକୁ ଦେଖୁଥିବାରୁ ଅଟକି ରହିଥିବା କାମକୁ ସମ୍ପନ୍ନ କରିବେ। ବାଣିଜ୍ୟ, ବ୍ୟବସାୟ ପାଇଁ ସହମତିରେ କାମ କରିବାର ପ୍ରେରଣା ମିଳିବ। ସାମାଜିକ ସ୍ତରରେ ପରୋପକାର ଓ ସେବାମୂଳକ କାର୍ଯ୍ୟରୁ ପ୍ରଶଂସିତ ହେବେ। ସାହିତ୍ୟ, କଳା, ସଙ୍ଗୀତ, ଚଳଚ୍ଚିତ୍ର ଓ ବୈଷୟିକ କ୍ଷେତ୍ରରୁ ଆଶାନୁରୂପ ଫଳ ମିଳିବ। — [1203, 257, 1470, 361]
lion-icon: ♌ — [1133, 789, 1187, 843]
city-heading: ପୁରୀ — [0, 716, 37, 740]
divider — [1205, 1455, 1475, 1457]
event-list — [224, 190, 440, 313]
event-item: • ସାଇବାବା ମନ୍ଦିର ପରିଚାଳନା କମିଟି ବୈଠକ, ସମୟ: ସନ୍ଧ୍ୟା ୬ଟା। — [894, 379, 1110, 413]
event-item: • ଦେବୀ ବୁକ୍ସିଙ୍ଗ ଫୋରମ ପକ୍ଷରୁ ଆମ ସ୍ୱପ୍ନ କଟକ କାର୍ଯ୍ୟକ୍ରମ, ସମୟ: ସନ୍ଧ୍ୟା ୬ଟା। — [0, 659, 216, 710]
horoscope-goat — [1125, 1349, 1475, 1447]
event-list — [894, 379, 1110, 521]
event-list — [447, 224, 663, 275]
maiden-icon: ♍ — [1133, 907, 1187, 961]
event-item: • ରଘୁନାଥପାଲି ନିର୍ବାଚନ ମଣ୍ଡଳୀରେ ପ୍ରଚାର, ସମୟ: ପୂର୍ବାହ୍ନ ୧୧ଟା। — [894, 451, 1110, 485]
event-item: • କଂଗ୍ରେସର ବାଇକ ରାଲି, ସମୟ: ପୂର୍ବାହ୍ନ ୧୧ଟା। — [671, 542, 887, 576]
top-rule — [0, 118, 1476, 124]
sign-name: ସିଂହ — [1125, 759, 1195, 783]
section-rule — [0, 1100, 1110, 1140]
chitfund-head: ଚିଟ୍‌ଫଣ୍ଡ ଅଫିସରେ ... — [755, 1553, 1011, 1586]
sign-prediction: ରାଶ୍ୟାଧିପ ଏକାଦଶସ୍ଥ ରବିଙ୍କ ସଂଯୋଗରୁ ଆଜି ଅନୁକୂଳ ସ୍ଥିତି ଉପୁଜିବ। ବ୍ୟବସାୟ କ୍ଷେତ୍ରରେ ନୂଆ ଯୋଜନା ସଫଳ ହେବ। ରାଜନୀତି, ସଂଗଠନ, ପ୍ରଶାସନ, ଆଇନ, ପରାମର୍ଶ ଆଦି କ୍ଷେତ୍ରରେ ସୁନାମ ବଢ଼ିବ। — [1203, 525, 1475, 593]
event-list — [224, 803, 440, 979]
divider — [1205, 747, 1475, 749]
event-item: • କଂଗ୍ରେସ ପ୍ରାର୍ଥୀଙ୍କ ପ୍ରଚାର, ସ୍ଥାନ: ଡାବୁଗାଁ, ସମୟ: ପୂର୍ବାହ୍ନ ୧୦ଟା। — [671, 610, 887, 644]
events-listing — [0, 190, 1110, 1090]
kicker-line: ଛାତ୍ରୀଙ୍କୁ — [274, 1341, 354, 1363]
divider — [1205, 1101, 1475, 1103]
event-list — [447, 309, 663, 377]
main-area — [0, 190, 1110, 2106]
lower-stories — [0, 1150, 1110, 2106]
dateline-date: ୧୧ ମେ, ୨୦୨୪ — [232, 30, 317, 48]
story1-body: ବ୍ରହ୍ମପୁର ସହରରେ ନାବାଳିକା ୨ଛାତ୍ରୀଙ୍କୁ ଗଣବଳାତ୍କାର ଘଟଣାର ୬ଷ୍ଠ ଅଭିଯୁକ୍ତଙ୍କୁ ବୈଦ୍ୟନାଥପୁର ଥାନା ପୋଲିସ ବରଗଡ଼ ଜିଲାରୁ ଗିରଫ କରିଛି। ସେ ହେଲେ ଗଞ୍ଜାମ ଜିଲା ପୁରୁଷୋତ୍ତମପୁର ଥାନା ଅନ୍ତର୍ଗତ ଭୁତସରସିଂ ଗ୍ରାମର ଓମକାର ଜେନା (୨୧)। ବ୍ରହ୍ମପୁରରେ ରହି ଏକ ଘରୋଇ କଲେଜରେ ଡି-ଫାର୍ମା ପଢୁଥିବା ଓମ୍‌କାର ଘଟଣା ପରଠାରୁ ଫେରାର ଥିଲେ। ତାଙ୍କୁ ସୋହେଲା ଥାନା ଅନ୍ତର୍ଗତ ଲୁହୁରାଛଡିରୁ କାବୁ କରାଯାଇଛି। ଏହା ପୂର୍ବରୁ ଗତ ୮ ତାରିଖରେ ପୋଲିସ ମୁଖ୍ୟ ଅଭିଯୁକ୍ତଙ୍କ ସମେତ ୫ ଜଣଙ୍କୁ କୋର୍ଟ ଚାଲାଣ କରିଥିଲା। ଘଟଣାର ତଦନ୍ତ ଜାରି ରହିଛି, ଏଥିରେ ଅନ୍ୟ ଯେଉଁମାନଙ୍କର ସମ୍ପୃକ୍ତି ଥିବା ଜଣାପଡିବ ସେମାନଙ୍କୁ ଗିରଫ କରାଯିବ ବୋଲି ପୋଲିସ କହିଛି। ଗତ ୩ ତାରିଖରେ ନାବାଳିକା ୨ ଛାତ୍ରୀଙ୍କୁ ବୈଦ୍ୟନାଥପୁର ଥାନା ଅଞ୍ଚଳରେ ଏକ ବ୍ୟାଚଲର ରୁମରେ ଗଣବଳାତ୍କାର କରାଯାଇଥିଲା। ଛାତ୍ରୀଙ୍କ ପୁରୁଷ ବନ୍ଧୁ ରୁତ୍ନନ ଦାସ ତାଙ୍କୁ ରୁମକୁ ବାହାନା କରି ଡାକି ନେଇଥିଲେ। ସେଠାରେ ତାଙ୍କର ଅନ୍ୟ ବନ୍ଧୁମାନେ ଥିଲେ। ରୁତ୍ନନ ଛାତ୍ରୀଙ୍କୁ ମୃଦୁ ପାନୀୟରେ ନିଶାଦ୍ରବ୍ୟ ପିଆଇଥିଲେ। ସେ ଅଚେତ ହୋଇଯିବା ପରେ ଜଣକ ପରେ ଜଣେ ବଳାତ୍କାର କରିଥିଲେ। ପୀଡ଼ିତାଙ୍କ ଅଭିଯୋଗକୁ ଭିତ୍ତିକରି ବୈଦ୍ୟନାଥପୁର ଥାନାରେ ନଂ.୨୪୦/୨୪ରେ ମାମଲା ରୁଜୁ ହୋଇଥିଲା। — [0, 1354, 384, 1701]
horoscope-list — [1125, 255, 1475, 1693]
event-item: • ଅକ୍ଷୟ ତୃତୀୟା ପାଳନ, ସ୍ଥାନ: ଉଦଳା, ସମୟ: ମଧ୍ୟାହ୍ନ ୧୨ଟା। — [224, 892, 440, 926]
event-list — [894, 224, 1110, 345]
city-heading: କନ୍ଧମାଳ — [447, 281, 528, 305]
left-stories — [0, 1150, 395, 2106]
event-list — [671, 294, 887, 436]
sign-name: କର୍କଟ — [1125, 641, 1195, 665]
event-list — [0, 744, 216, 812]
color-dot — [312, 2136, 325, 2149]
story1-byline: ବ୍ରହ୍ମପୁର,୧୦।୫(ସୁବାସ ଚନ୍ଦ୍ର ପାଢ଼ୀ) — [21, 1330, 213, 1345]
event-item: • ଅପରାହ୍ନ ୪ଟା ୩୦। — [224, 190, 440, 207]
panjika: ଆଜି ମେ ୧୧ ତାରିଖ, ରାଷ୍ଟ୍ରୀୟ ପ୍ରଯୁକ୍ତି ଦିବସ, ବୈଶାଖ ଶୁକ୍ଳ ଚତୁର୍ଥୀ ଶନିବାର, ରାଶି ନକ୍ଷତ୍ର-ମୃଗଶିରା/ମିଥୁନ, ଦିବା ଘ.୧୦।୧୬ ଗତେ ଆର୍ଦ୍ରାନକ୍ଷତ୍ର, ଚତୁର୍ଥୀର ଏକୋଦ୍ଦିଷ୍ଟ ଓ ପାର୍ବଣ ଶ୍ରାଦ୍ଧ, ଦିବା ଘ.୧୦।୦୬ ଗତେ ଘ.୦୧।୦୦ ମଧ୍ୟେ ଶୁଦ୍ଧ ଶୁଭବେଳା। ଦିବା ଘ. ୦୮।୨୯ ଗତେ ଘ.୧୦।୦୬ ମଧ୍ୟେ ରାହୁ କାଳ। — [1125, 1705, 1468, 1796]
scorpion-icon: ♏ — [1133, 1143, 1187, 1197]
story1-headline: ବରଗଡ଼ରୁ ବନ୍ଧାହେଲେ ୬ଷ୍ଠ ଅଭିଯୁକ୍ତ — [0, 1153, 312, 1320]
matric-head: ୨୦ରେ ମାଟ୍ରିକ୍... — [405, 1158, 599, 1191]
horoscope-title: ଆଜିର ରାଶିଫଳ — [1125, 130, 1475, 182]
event-item: • ଜିଲ୍ଲାସ୍ତରୀୟ ଗ୍ରୀଷ୍ମକାଳୀନ ଖେଳୋ ତାଲିମ ଶିବିର, ସ୍ଥାନ: ପୁଡ଼ାପାଲ ହାଇସ୍କୁଲ, ସମୟ: ସକାଳ ୬ଟା। — [894, 224, 1110, 275]
logo-years-label: Years — [81, 74, 109, 84]
events-column — [894, 190, 1110, 1024]
event-item: • ବିଜେଡି ଏମ୍‌ପି ପ୍ରାର୍ଥୀ ପ୍ରଦୀପ ମାଝିଙ୍କ ପ୍ରଚାର, ସମୟ: ପୂର୍ବାହ୍ନ ୧୧ଟା। — [671, 646, 887, 680]
city-heading: କେନ୍ଦୁଝର — [223, 599, 296, 623]
events-title: ଆଜି କ'ଣ କେଉଁଠି — [300, 128, 800, 186]
city-heading: ଭଦ୍ରକ — [223, 319, 287, 343]
author-name: ଜ୍ୟୋତିର୍ବିତ୍ୟା ବିଶାରଦ ପ୍ରସନ୍ନ କୁମାର ମହାପାତ୍ର — [1191, 191, 1409, 204]
masthead — [0, 0, 1476, 190]
sign-prediction: ଆଜି ଚନ୍ଦ୍ର ଓ ବୁଧଙ୍କ ସ୍ଥିତିରୁ ପ୍ରତ୍ୟେକ କାମରେ ସଫଳତା ମିଳିବ। ପାରିବାରିକ କ୍ଷେତ୍ରରେ ସଂଘର୍ଷର ସ୍ଥିତି ଉପୁଜିବ। ଉଚ୍ଚପଦସ୍ଥ ଲୋକଙ୍କ ସହଯୋଗ ମିଳିବ। ପରିବେଶ, ସାହିତ୍ୟ, ସାଂସ୍କୃତିକ ଓ ଆନୁଷ୍ଠାନିକ କ୍ଷେତ୍ରରୁ ସୁଫଳ ମିଳିବ। — [1203, 643, 1470, 711]
fish-icon: ♓ — [1133, 1615, 1187, 1669]
event-list — [447, 623, 663, 765]
divider — [1205, 1691, 1475, 1693]
divider — [1205, 377, 1475, 379]
story2-byline: ରଘୁନାଥପୁର,୧୦।୫(ରାଜେନ୍ଦ୍ର ନାରାୟଣ ସିଂହ) — [82, 1811, 302, 1826]
event-item: • ନନ୍ଦିନୀ ଶତପଥୀଙ୍କ ଜୀବନୀ ପୁସ୍ତକ ଉନ୍ମୋଚନ ଓ ଆଲୋଚନା, ସ୍ଥାନ: ଅକ୍ସଫୋର୍ଡ ବୁକଷ୍ଟୋର, ୨ୟ ମହଲା, ସିମ୍ଫୋନି ମଲ୍, ରୁଦ୍ରପୁର, ସମୟ: ଅପରାହ୍ନ ୩ଟା। — [0, 224, 216, 309]
city-heading: ଅନୁଗୋଳ — [447, 383, 525, 407]
color-dot — [280, 2136, 293, 2149]
horoscope-water-bearer — [1125, 1467, 1475, 1565]
event-list — [894, 659, 1110, 710]
kicker-line: ଘଟଣା — [290, 1397, 338, 1419]
odisha-body-cont: ୧୧ଟା ୩୦ ମିନିଟ୍‌ରେ ବଲାଙ୍ଗୀର ଏବଂ ୧ଟା ୩୦ରେ ବରଗଡ଼ ଠାରେ ଆୟୋଜିତ ବିଜୟ ସଂକଳ୍ପ ସମାବେଶରେ ଯୋଗଦେବା କାର୍ଯ୍ୟକ୍ରମ ରହିଛି। ଏହାପରେ ମୋଦି ଦିଲ୍ଲୀ ଫେରିଯିବା କାର୍ଯ୍ୟକ୍ରମ ରହିଥିବା ଜଣାପଡ଼ିଛି। — [755, 1152, 1095, 1226]
city-heading: ମୟୂରଭଞ୍ଜ — [223, 775, 317, 799]
event-item: • ଶ୍ରୀରାମ ମନ୍ଦିର ଯାତ୍ରା, ସମୟ: ସନ୍ଧ୍ୟା ୬ଟା। — [671, 366, 887, 400]
sign-prediction: କର୍ମସ୍ଥାନରେ ଚନ୍ଦ୍ର ରହିବାରୁ ଓ କର୍ମକ୍ଷେତ୍ରକୁ ସହଯୋଗ ମିଳିବ। ବିଭିନ୍ନ କ୍ଷେତ୍ରରେ ସାଫଲ୍ୟ ଆସିବ। ଶିକ୍ଷା ଓ ଚାକିରି କ୍ଷେତ୍ରରେ ଉନ୍ନତି ଘଟିବ। ବାଣିଜ୍ୟ ଓ କାର୍ଯ୍ୟକ୍ଷେତ୍ରରେ ଗୁଣବତ୍ତା ବୃଦ୍ଧି ପାଇବ। — [1203, 879, 1448, 947]
event-item: • ଅକ୍ଷୟ ତୃତୀୟା ପାଳନ, ସ୍ଥାନ: ଖଡ଼ିଆଳ, ସମୟ: ପୂର୍ବାହ୍ନ ୧୦ଟା। — [894, 780, 1110, 814]
section-header — [1274, 4, 1456, 74]
divider — [1205, 629, 1475, 631]
gray-swatch — [90, 2136, 112, 2150]
page-marker: ୨ — [1469, 2126, 1474, 2136]
event-item: • ନାଗ ଦେବତା ପୂଜା କମିଟି ପକ୍ଷରୁ ଶନିଦେବ ମହାଯଜ୍ଞ, ସମୟ: ସକାଳ ୭ଟା। — [447, 799, 663, 833]
sign-name: ମୀନ — [1125, 1585, 1195, 1609]
horoscope-maiden — [1125, 877, 1475, 975]
event-item: • ହାଇକୋର୍ଟ ଓଡ଼ିଶା ନିର୍ବାଚନ ବିଭାଗ କମିଟି ପକ୍ଷରୁ ୨ୟ ରାଷ୍ଟ୍ରୀୟ ଲୋକ ଅଦାଲତ, ସମୟ: ପୂର୍ବାହ୍ନ ୧୦ଟା। — [0, 606, 216, 657]
event-item: • ଠାକୁରାଣୀ ପାଠ, ବାଳିଗୁଡ଼ା, ସମୟ: ସନ୍ଧ୍ୟା ୬ଟା। — [671, 190, 887, 224]
twins-icon: ♊ — [1133, 553, 1187, 607]
horoscope-scorpion — [1125, 1113, 1475, 1211]
chitfund-body: ନୁହେଁ, ସିଲ୍ ଥିବା ଏହି କୋଠାରେ ବାରମ୍ବାର ଅଗ୍ନିକାଣ୍ଡ ଘଟୁଛି। ବିଦ୍ୟୁତ୍ ଶର୍ଟ ସର୍କିଟରୁ ଏହା ଘଟିଥିବା କୁହାଯାଉଛି। ୨୦୧୩ରେ ଅଫିସ ସିଲ୍ ବେଳେ ବିଦ୍ୟୁତ୍ ସଂଯୋଗ ବିଚ୍ଛିନ୍ନ କରାଯାଇଥିଲା, ଦ୍ୱିତୀୟ ଥର ଏହି କୋଠାକୁ ବିଦ୍ୟୁତ୍ ସଂଯୋଗ କିଏ ଓ କାହିଁକି କଲା ଏନେଇ ସାଧାରଣରେ ପ୍ରଶ୍ନବାଚୀ ସୃଷ୍ଟି ହୋଇଛି। କାର୍ଯ୍ୟାଳୟ ଭିତରେ ଚିଟ୍‌ଫଣ୍ଡ ସମ୍ପର୍କିତ ଗୁରୁତ୍ୱପୂର୍ଣ୍ଣ ଦସ୍ତାବିଜ୍ ମହଜୁଦ ଥିବାରୁ ପ୍ରମାଣ ନଷ୍ଟ ପାଇଁ କେହି ଜାଣିଶୁଣି ନିଆଁ ଲଗାଇଥିବା ସନ୍ଦେହ କରାଯାଉଛି। — [755, 1591, 1095, 1743]
horoscope-crab — [1125, 641, 1475, 739]
event-item: • ବକୁଳ ଫାଉଣ୍ଡେଶନ ପକ୍ଷରୁ ନନ୍ଦିନୀ ଶତପଥୀଙ୍କ ଜୀବନୀ ପୁସ୍ତକ ଉନ୍ମୋଚନ, ସ୍ଥାନ: ବକୁଳ ଲାଇବ୍ରେରୀ, ୧୬ ସତ୍ୟନଗର, ସମୟ: ସନ୍ଧ୍ୟା ୬ଟା। — [0, 311, 216, 379]
event-list — [671, 610, 887, 680]
horoscope-author — [1125, 190, 1475, 245]
continued-stories-right — [755, 1150, 1095, 1745]
event-item: • ଶନିଦେବଙ୍କ ଜନ୍ମୋତ୍ସବ ଉପଲକ୍ଷେ ପୂଜା, ସମୟ: ପ୍ରାତଃ ୫ଟା। — [447, 659, 663, 693]
color-registration — [1010, 2136, 1071, 2149]
logo-text: ଧରିତ୍ରୀ — [76, 33, 114, 47]
event-item: • ରାମଲୀଳା ମହୋତ୍ସବ, ସ୍ଥାନ: କୋଡ଼ାବଗା, ସମୟ: ସନ୍ଧ୍ୟା ୬ଟା। — [894, 591, 1110, 625]
divider — [1205, 983, 1475, 985]
sign-prediction: ଆଜିର ଜୀବନସାଥୀଙ୍କ ସହ ଗ୍ରହ ପ୍ରତିକୂଳରୁ ଦେଖେଇବା ମନୋବଳ ଚାପ ରହିବ। ବନ୍ଧୁ ମିତ୍ର ଓ ଆତ୍ମୀୟଙ୍କ ସହଯୋଗ ମିଳିବ। ଶିକ୍ଷା ଓ କାର୍ଯ୍ୟକ୍ଷେତ୍ରରେ ଯୋଗ୍ୟତା ପ୍ରମାଣ କରିବେ। — [1203, 1233, 1463, 1301]
